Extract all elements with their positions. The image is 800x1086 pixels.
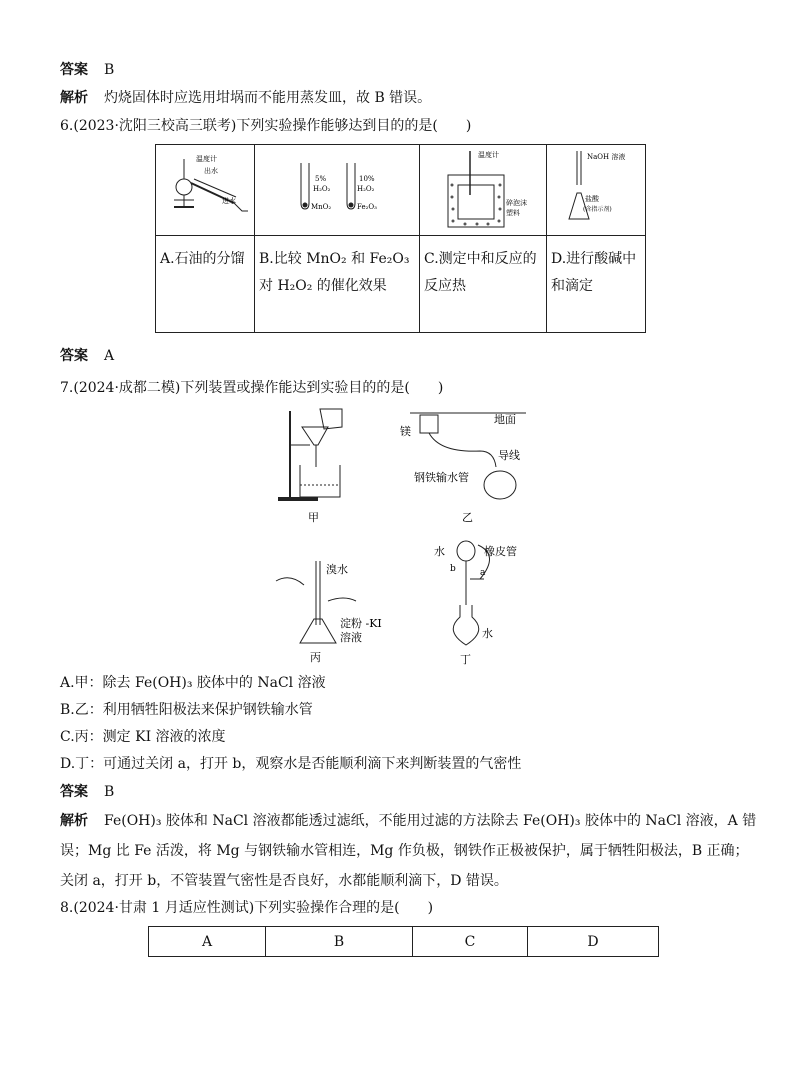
svg-text:Fe₂O₃: Fe₂O₃ (357, 203, 377, 211)
titration-figure (547, 145, 645, 235)
q7-option-a: A.甲：除去 Fe(OH)₃ 胶体中的 NaCl 溶液 (60, 675, 326, 691)
svg-text:10%: 10% (359, 175, 375, 183)
svg-text:进水: 进水 (222, 197, 236, 205)
svg-text:溴水: 溴水 (326, 563, 348, 576)
svg-text:NaOH 溶液: NaOH 溶液 (587, 153, 626, 161)
svg-text:水: 水 (482, 627, 493, 640)
figure-jia-filtration (278, 409, 342, 524)
answer-value: B (104, 784, 115, 800)
svg-text:5%: 5% (315, 175, 327, 183)
analysis-label: 解析 (60, 813, 88, 829)
svg-text:乙: 乙 (462, 511, 473, 524)
q6-stem: 6.(2023·沈阳三校高三联考)下列实验操作能够达到目的的是( ) (60, 118, 472, 134)
svg-text:(含指示剂): (含指示剂) (583, 206, 612, 213)
q8-col-b: B (266, 927, 413, 957)
svg-text:镁: 镁 (400, 425, 411, 438)
analysis-text: 灼烧固体时应选用坩埚而不能用蒸发皿，故 B 错误。 (104, 90, 432, 106)
svg-text:温度计: 温度计 (478, 151, 499, 159)
q7-stem: 7.(2024·成都二模)下列装置或操作能达到实验目的的是( ) (60, 380, 444, 396)
svg-text:导线: 导线 (498, 449, 520, 462)
test-tubes-figure (255, 145, 419, 235)
q8-col-a: A (149, 927, 266, 957)
svg-text:溶液: 溶液 (340, 631, 362, 644)
q6-option-a-image (156, 145, 255, 236)
distillation-apparatus-figure (156, 145, 254, 235)
q6-option-c-label: C.测定中和反应的反应热 (420, 236, 547, 333)
answer-value: A (104, 348, 115, 364)
svg-text:钢铁输水管: 钢铁输水管 (414, 471, 469, 484)
svg-text:温度计: 温度计 (196, 155, 217, 163)
svg-text:H₂O₂: H₂O₂ (357, 185, 375, 193)
q7-figures (270, 405, 550, 666)
svg-text:水: 水 (434, 545, 445, 558)
q6-answer (60, 346, 114, 366)
q8-options-table (148, 926, 659, 957)
q7-option-b: B.乙：利用牺牲阳极法来保护钢铁输水管 (60, 702, 313, 718)
q6-option-c-image (420, 145, 547, 236)
q6-option-a-label: A.石油的分馏 (156, 236, 255, 333)
q5-analysis (60, 88, 431, 108)
q6-options-table (155, 144, 646, 333)
q7-option-c: C.丙：测定 KI 溶液的浓度 (60, 729, 226, 745)
q7-analysis (60, 806, 756, 836)
figure-yi-sacrificial-anode (400, 412, 526, 524)
svg-text:碎泡沫: 碎泡沫 (506, 199, 527, 207)
q8-stem: 8.(2024·甘肃 1 月适应性测试)下列实验操作合理的是( ) (60, 900, 434, 916)
svg-text:地面: 地面 (494, 413, 516, 426)
svg-text:淀粉 -KI: 淀粉 -KI (340, 617, 382, 630)
svg-text:盐酸: 盐酸 (585, 195, 599, 203)
svg-text:MnO₂: MnO₂ (311, 203, 332, 211)
q7-answer (60, 782, 114, 802)
svg-text:a: a (480, 568, 486, 578)
q6-option-d-image (547, 145, 646, 236)
calorimeter-figure (420, 145, 546, 235)
svg-text:甲: 甲 (308, 511, 319, 524)
svg-text:出水: 出水 (204, 167, 218, 175)
svg-text:丙: 丙 (310, 651, 321, 664)
answer-label: 答案 (60, 62, 88, 78)
q7-analysis-line-3: 关闭 a，打开 b，不管装置气密性是否良好，水都能顺利滴下，D 错误。 (60, 873, 508, 889)
figure-bing-titration (276, 561, 382, 664)
q8-col-d: D (528, 927, 659, 957)
figure-ding-airtightness (434, 541, 517, 666)
answer-label: 答案 (60, 784, 88, 800)
svg-text:橡皮管: 橡皮管 (484, 545, 517, 558)
analysis-line-1: Fe(OH)₃ 胶体和 NaCl 溶液都能透过滤纸，不能用过滤的方法除去 Fe(OH)₃ 胶体中的 NaCl 溶液，A 错 (104, 813, 757, 829)
svg-text:塑料: 塑料 (506, 209, 520, 217)
q7-option-d: D.丁：可通过关闭 a，打开 b，观察水是否能顺利滴下来判断装置的气密性 (60, 756, 522, 772)
svg-text:b: b (450, 564, 456, 574)
svg-text:丁: 丁 (460, 653, 471, 666)
q6-option-b-label: B.比较 MnO₂ 和 Fe₂O₃ 对 H₂O₂ 的催化效果 (255, 236, 420, 333)
answer-value: B (104, 62, 115, 78)
q6-option-d-label: D.进行酸碱中和滴定 (547, 236, 646, 333)
q6-option-b-image (255, 145, 420, 236)
q8-col-c: C (413, 927, 528, 957)
q5-answer (60, 60, 114, 80)
q7-analysis-line-2: 误；Mg 比 Fe 活泼，将 Mg 与钢铁输水管相连，Mg 作负极，钢铁作正极被保护，属于牺牲阳极法，B 正确； (60, 843, 749, 859)
analysis-label: 解析 (60, 90, 88, 106)
svg-text:H₂O₂: H₂O₂ (313, 185, 331, 193)
answer-label: 答案 (60, 348, 88, 364)
